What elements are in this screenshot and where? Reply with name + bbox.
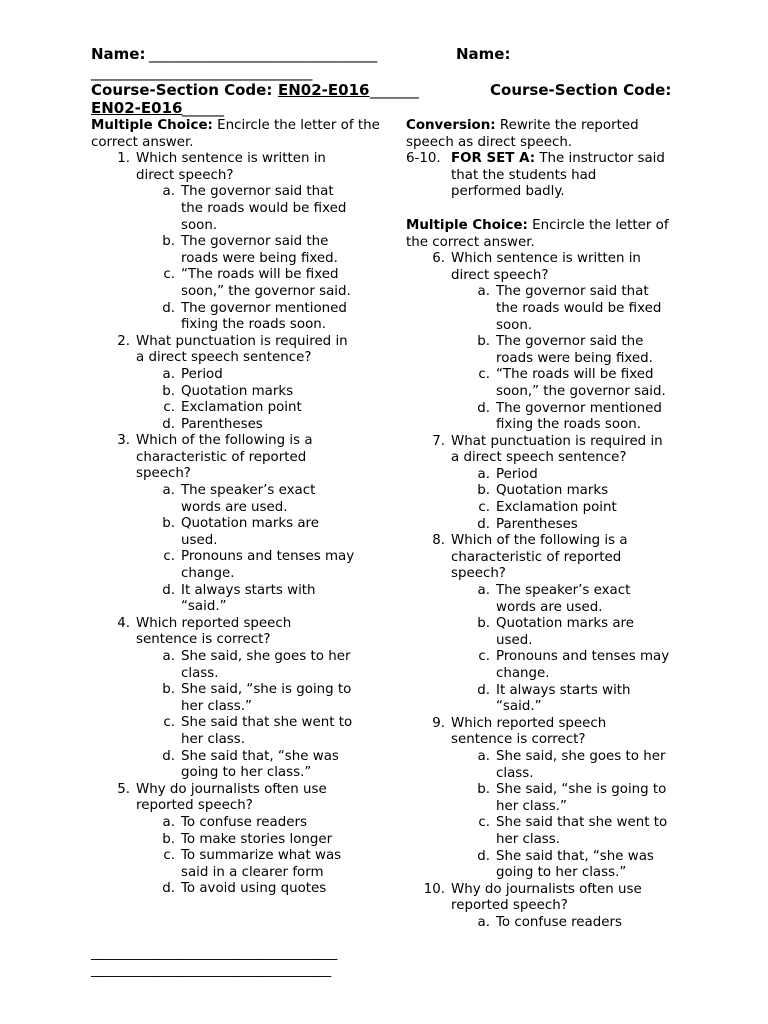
option-text: She said, she goes to her xyxy=(181,649,351,664)
option-letter: c. xyxy=(163,715,175,731)
option-letter: b. xyxy=(162,234,175,250)
question-text: Which reported speech xyxy=(136,615,292,631)
section-label: Multiple Choice: xyxy=(406,217,528,233)
answer-option[interactable] xyxy=(136,549,381,582)
question-number: 6. xyxy=(432,251,445,267)
answer-option[interactable] xyxy=(136,400,381,417)
course-code-label-left: Course-Section Code: xyxy=(91,81,273,99)
option-letter: a. xyxy=(162,483,175,499)
option-letter: b. xyxy=(477,334,490,350)
answer-option[interactable] xyxy=(136,815,381,832)
answer-options xyxy=(136,649,381,782)
question-number: 9. xyxy=(432,715,445,731)
question-text: Which of the following is a xyxy=(136,433,313,449)
option-text: The governor said that xyxy=(181,184,334,200)
option-letter: b. xyxy=(162,831,175,847)
answer-options xyxy=(451,467,696,533)
option-letter: b. xyxy=(162,516,175,532)
answer-option[interactable] xyxy=(451,616,696,649)
answer-option[interactable] xyxy=(136,881,381,898)
option-text: soon. xyxy=(496,317,533,333)
option-text: Pronouns and tenses may xyxy=(496,649,670,665)
name-label-left: Name: xyxy=(91,45,146,63)
conversion-number: 6-10. xyxy=(406,151,441,167)
course-code-value-wrap: EN02-E016 xyxy=(91,99,183,117)
answer-option[interactable] xyxy=(451,284,696,334)
answer-options xyxy=(136,483,381,616)
conversion-instructions xyxy=(406,118,696,151)
option-letter: b. xyxy=(477,483,490,499)
option-letter: a. xyxy=(162,184,175,200)
option-text: soon,” the governor said. xyxy=(496,383,666,399)
course-code-label-right: Course-Section Code: xyxy=(490,81,672,99)
answer-option[interactable] xyxy=(451,849,696,882)
option-text: She said, “she is going to xyxy=(496,782,667,798)
answer-option[interactable] xyxy=(451,401,696,434)
option-letter: b. xyxy=(477,782,490,798)
question-item xyxy=(406,434,696,467)
option-text: She said that, “she was xyxy=(496,848,654,864)
option-text: Quotation marks are xyxy=(496,616,634,632)
answer-option[interactable] xyxy=(136,417,381,434)
option-text: fixing the roads soon. xyxy=(181,317,327,333)
option-text: She said that she went to xyxy=(496,815,668,831)
option-letter: a. xyxy=(477,466,490,482)
section-label: Multiple Choice: xyxy=(91,118,213,133)
question-text: speech? xyxy=(451,566,506,582)
answer-option[interactable] xyxy=(451,782,696,815)
answer-option[interactable] xyxy=(136,832,381,849)
answer-option[interactable] xyxy=(451,815,696,848)
option-text: To summarize what was xyxy=(181,848,342,864)
option-letter: c. xyxy=(163,267,175,283)
option-letter: d. xyxy=(477,682,490,698)
option-text: her class. xyxy=(496,831,560,847)
option-text: “The roads will be fixed xyxy=(496,367,654,383)
question-text: Why do journalists often use xyxy=(136,781,327,797)
option-text: She said, “she is going to xyxy=(181,682,352,698)
answer-options xyxy=(451,915,696,932)
answer-option[interactable] xyxy=(136,234,381,267)
answer-options xyxy=(136,367,381,433)
bottom-line-2[interactable]: _______________________________________ xyxy=(91,963,331,978)
option-text: words are used. xyxy=(181,499,288,515)
conversion-item-3: performed badly. xyxy=(451,184,565,200)
question-text: reported speech? xyxy=(136,798,253,814)
option-text: class. xyxy=(181,665,219,681)
conversion-label: Conversion: xyxy=(406,118,496,133)
option-text: change. xyxy=(181,566,235,582)
option-letter: c. xyxy=(478,367,490,383)
option-letter: c. xyxy=(163,400,175,416)
option-text: Pronouns and tenses may xyxy=(181,549,355,565)
option-text: the roads would be fixed xyxy=(496,300,662,316)
option-text: She said, she goes to her xyxy=(496,748,666,764)
option-text: Exclamation point xyxy=(496,500,617,516)
option-letter: a. xyxy=(477,748,490,764)
question-text: characteristic of reported xyxy=(451,549,622,565)
option-text: “said.” xyxy=(496,699,542,715)
question-item xyxy=(91,151,381,184)
name-blank-left-cont[interactable]: ________________________________ xyxy=(91,63,312,81)
option-text: Quotation marks are xyxy=(181,516,319,532)
question-item xyxy=(91,782,381,815)
answer-option[interactable] xyxy=(451,483,696,500)
conversion-item-1: The instructor said xyxy=(539,151,665,167)
option-text: roads were being fixed. xyxy=(496,350,653,366)
option-text: Period xyxy=(496,466,538,482)
bottom-line-1[interactable]: ________________________________________ xyxy=(91,946,337,961)
answer-options xyxy=(136,815,381,898)
option-text: To avoid using quotes xyxy=(181,881,327,897)
answer-option[interactable] xyxy=(451,583,696,616)
option-text: going to her class.” xyxy=(181,765,312,781)
question-text: reported speech? xyxy=(451,898,568,914)
question-text: speech? xyxy=(136,466,191,482)
question-number: 4. xyxy=(117,615,130,631)
section-text: Encircle the letter of the correct answer. xyxy=(91,118,380,150)
course-code-trail-wrap: ______ xyxy=(182,99,224,117)
option-text: Parentheses xyxy=(181,416,263,432)
option-letter: c. xyxy=(163,549,175,565)
course-code-value-left: EN02-E016 xyxy=(278,81,370,99)
answer-option[interactable] xyxy=(136,583,381,616)
option-letter: d. xyxy=(162,416,175,432)
option-letter: c. xyxy=(478,649,490,665)
option-letter: d. xyxy=(477,400,490,416)
option-letter: a. xyxy=(162,649,175,664)
question-text: a direct speech sentence? xyxy=(136,350,312,366)
question-number: 10. xyxy=(423,881,445,897)
question-text: Which sentence is written in xyxy=(136,151,326,167)
option-text: To confuse readers xyxy=(496,914,622,930)
question-item xyxy=(406,716,696,749)
option-text: She said that, “she was xyxy=(181,748,339,764)
right-column xyxy=(406,118,696,932)
answer-option[interactable] xyxy=(136,184,381,234)
answer-option[interactable] xyxy=(136,749,381,782)
conversion-item xyxy=(406,151,696,201)
option-letter: c. xyxy=(163,848,175,864)
answer-option[interactable] xyxy=(451,517,696,534)
option-text: The governor said that xyxy=(496,284,649,300)
question-item xyxy=(406,251,696,284)
option-text: used. xyxy=(496,632,533,648)
conversion-text-1: Rewrite the reported xyxy=(499,118,639,133)
answer-option[interactable] xyxy=(136,367,381,384)
option-letter: d. xyxy=(162,748,175,764)
option-text: used. xyxy=(181,532,218,548)
option-letter: d. xyxy=(162,300,175,316)
right-instructions xyxy=(406,218,696,251)
question-number: 8. xyxy=(432,533,445,549)
option-text: The governor mentioned xyxy=(181,300,347,316)
option-letter: a. xyxy=(477,583,490,599)
option-text: the roads would be fixed xyxy=(181,200,347,216)
option-text: Period xyxy=(181,366,223,382)
answer-option[interactable] xyxy=(451,467,696,484)
question-item xyxy=(91,616,381,649)
question-item xyxy=(91,334,381,367)
question-text: Which sentence is written in xyxy=(451,251,641,267)
option-letter: a. xyxy=(162,366,175,382)
option-text: Parentheses xyxy=(496,516,578,532)
question-item xyxy=(91,433,381,483)
answer-option[interactable] xyxy=(451,649,696,682)
option-text: “said.” xyxy=(181,599,227,615)
answer-options xyxy=(136,184,381,333)
question-text: a direct speech sentence? xyxy=(451,450,627,466)
option-text: soon,” the governor said. xyxy=(181,283,351,299)
option-text: going to her class.” xyxy=(496,865,627,881)
option-text: Quotation marks xyxy=(181,383,294,399)
option-text: soon. xyxy=(181,217,218,233)
option-letter: a. xyxy=(162,814,175,830)
question-number: 7. xyxy=(432,433,445,449)
option-text: It always starts with xyxy=(181,582,316,598)
answer-option[interactable] xyxy=(136,649,381,682)
option-text: said in a clearer form xyxy=(181,864,324,880)
question-text: characteristic of reported xyxy=(136,449,307,465)
option-letter: c. xyxy=(478,500,490,516)
question-number: 2. xyxy=(117,333,130,349)
name-blank-left[interactable]: _________________________________ xyxy=(149,45,377,63)
name-label-right: Name: xyxy=(456,45,511,63)
option-text: fixing the roads soon. xyxy=(496,417,642,433)
conversion-text-2: speech as direct speech. xyxy=(406,134,573,150)
section-text-2: the correct answer. xyxy=(406,234,535,250)
question-number: 1. xyxy=(117,151,130,167)
left-instructions xyxy=(91,118,381,151)
question-text: Why do journalists often use xyxy=(451,881,642,897)
answer-options xyxy=(451,583,696,716)
section-text-1: Encircle the letter of xyxy=(532,217,669,233)
option-text: roads were being fixed. xyxy=(181,250,338,266)
option-text: her class.” xyxy=(496,798,567,814)
question-text: Which reported speech xyxy=(451,715,607,731)
answer-option[interactable] xyxy=(136,301,381,334)
option-text: her class. xyxy=(181,731,245,747)
option-letter: d. xyxy=(162,881,175,897)
option-text: “The roads will be fixed xyxy=(181,267,339,283)
answer-option[interactable] xyxy=(136,682,381,715)
option-text: Quotation marks xyxy=(496,483,609,499)
answer-option[interactable] xyxy=(451,749,696,782)
option-text: Exclamation point xyxy=(181,400,302,416)
option-text: The speaker’s exact xyxy=(496,583,631,599)
option-text: The governor said the xyxy=(496,334,644,350)
answer-option[interactable] xyxy=(451,683,696,716)
question-item xyxy=(406,882,696,915)
option-text: change. xyxy=(496,666,550,681)
question-item xyxy=(406,533,696,583)
right-question-list xyxy=(406,251,696,931)
question-text: What punctuation is required in xyxy=(451,433,663,449)
answer-option[interactable] xyxy=(451,367,696,400)
option-text: The governor mentioned xyxy=(496,400,662,416)
option-text: To make stories longer xyxy=(181,831,333,847)
answer-option[interactable] xyxy=(136,516,381,549)
answer-option[interactable] xyxy=(136,715,381,748)
question-text: Which of the following is a xyxy=(451,533,628,549)
question-text: sentence is correct? xyxy=(136,632,271,648)
option-letter: b. xyxy=(162,383,175,399)
answer-options xyxy=(451,749,696,882)
option-text: The speaker’s exact xyxy=(181,483,316,499)
course-code-trail-left: _______ xyxy=(370,81,419,99)
answer-option[interactable] xyxy=(451,334,696,367)
option-text: It always starts with xyxy=(496,682,631,698)
option-letter: b. xyxy=(477,616,490,632)
answer-option[interactable] xyxy=(136,384,381,401)
option-text: class. xyxy=(496,765,534,781)
question-text: direct speech? xyxy=(451,267,549,283)
option-text: her class.” xyxy=(181,698,252,714)
conversion-item-2: that the students had xyxy=(451,167,597,183)
left-question-list xyxy=(91,151,381,898)
answer-option[interactable] xyxy=(136,267,381,300)
option-text: To confuse readers xyxy=(181,814,307,830)
answer-option[interactable] xyxy=(451,500,696,517)
option-letter: a. xyxy=(477,914,490,930)
answer-option[interactable] xyxy=(136,483,381,516)
option-text: The governor said the xyxy=(181,234,329,250)
option-letter: b. xyxy=(162,682,175,698)
question-number: 5. xyxy=(117,781,130,797)
option-text: She said that she went to xyxy=(181,715,353,731)
answer-options xyxy=(451,284,696,433)
question-text: sentence is correct? xyxy=(451,732,586,748)
option-letter: a. xyxy=(477,284,490,300)
question-text: direct speech? xyxy=(136,167,234,183)
answer-option[interactable] xyxy=(136,848,381,881)
option-letter: d. xyxy=(162,582,175,598)
option-text: words are used. xyxy=(496,599,603,615)
answer-option[interactable] xyxy=(451,915,696,932)
conversion-set-label: FOR SET A: xyxy=(451,151,536,167)
option-letter: c. xyxy=(478,815,490,831)
question-number: 3. xyxy=(117,433,130,449)
left-column xyxy=(91,118,381,898)
option-letter: d. xyxy=(477,848,490,864)
question-text: What punctuation is required in xyxy=(136,333,348,349)
option-letter: d. xyxy=(477,516,490,532)
